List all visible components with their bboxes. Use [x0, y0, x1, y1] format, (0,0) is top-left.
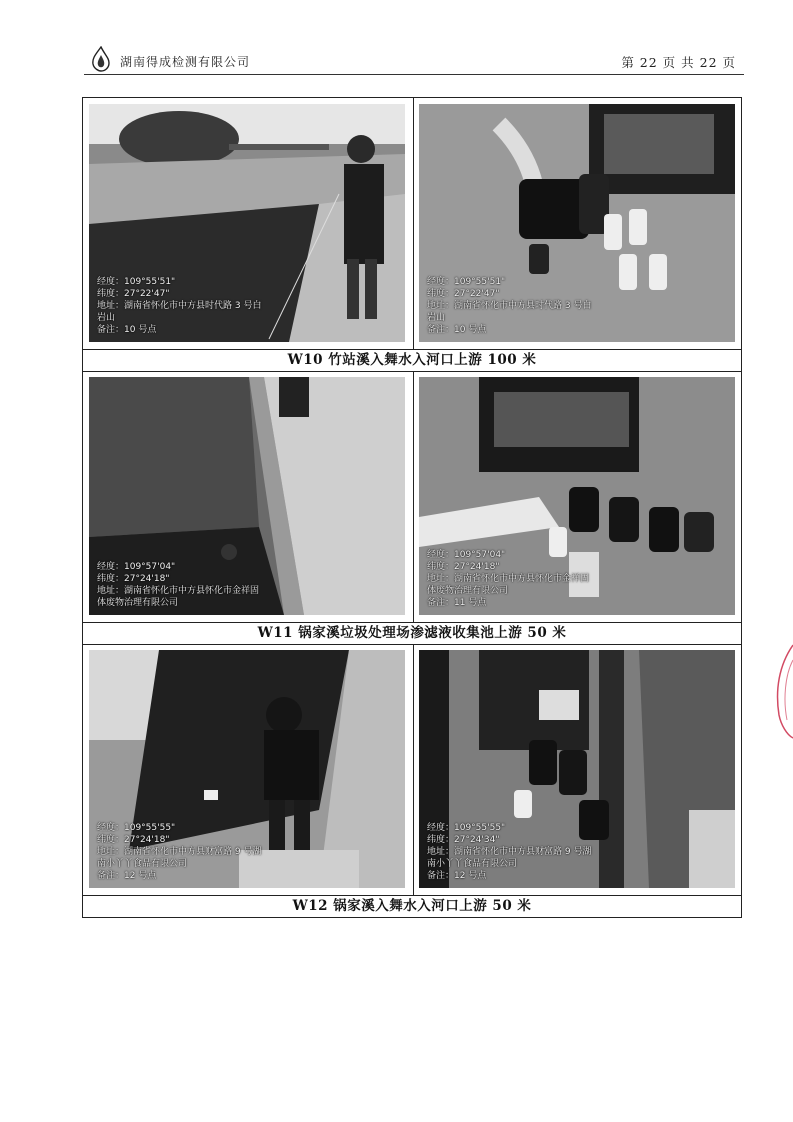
column-divider [413, 98, 414, 349]
seal-stamp-fragment [771, 640, 793, 740]
photo-w10-bottles [419, 104, 735, 342]
photo-w12-bottles [419, 650, 735, 888]
photo-stamp: 经度：109°55'55" 纬度：27°24'18" 地址：湖南省怀化市中方县财富路 9 号湖 南小丫丫食品有限公司 备注：12 号点 [97, 823, 262, 881]
photo-table [82, 97, 742, 918]
photo-w12-sampling [89, 650, 405, 888]
photo-row-w10 [83, 98, 741, 349]
caption-w12: W12 锅家溪入舞水入河口上游 50 米 [83, 895, 741, 918]
column-divider [413, 645, 414, 895]
photo-w11-sampling [89, 377, 405, 615]
photo-stamp: 经度：109°55'55" 纬度：27°24'34" 地址：湖南省怀化市中方县财富路 9 号湖 南小丫丫食品有限公司 备注：12 号点 [427, 823, 592, 881]
header-divider [84, 74, 744, 75]
photo-row-w11 [83, 372, 741, 622]
photo-stamp: 经度：109°55'51" 纬度：27°22'47" 地址：湖南省怀化市中方县时代路 3 号白 岩山 备注：10 号点 [427, 277, 592, 335]
photo-row-w12 [83, 645, 741, 895]
company-name: 湖南得成检测有限公司 [120, 55, 251, 69]
caption-w11: W11 锅家溪垃圾处理场渗滤液收集池上游 50 米 [83, 622, 741, 645]
photo-stamp: 经度：109°55'51" 纬度：27°22'47" 地址：湖南省怀化市中方县时代路 3 号白 岩山 备注：10 号点 [97, 277, 262, 335]
column-divider [413, 372, 414, 622]
photo-stamp: 经度：109°57'04" 纬度：27°24'18" 地址：湖南省怀化市中方县怀化市金祥固 体废物治理有限公司 [97, 562, 260, 608]
photo-w10-sampling [89, 104, 405, 342]
photo-w11-bottles [419, 377, 735, 615]
page-header [84, 44, 744, 74]
page-number: 第 22 页 共 22 页 [621, 55, 736, 70]
caption-w10: W10 竹站溪入舞水入河口上游 100 米 [83, 349, 741, 372]
photo-stamp: 经度：109°57'04" 纬度：27°24'18" 地址：湖南省怀化市中方县怀化市金祥固 体废物治理有限公司 备注：11 号点 [427, 550, 590, 608]
flame-drop-logo-icon [90, 46, 112, 72]
